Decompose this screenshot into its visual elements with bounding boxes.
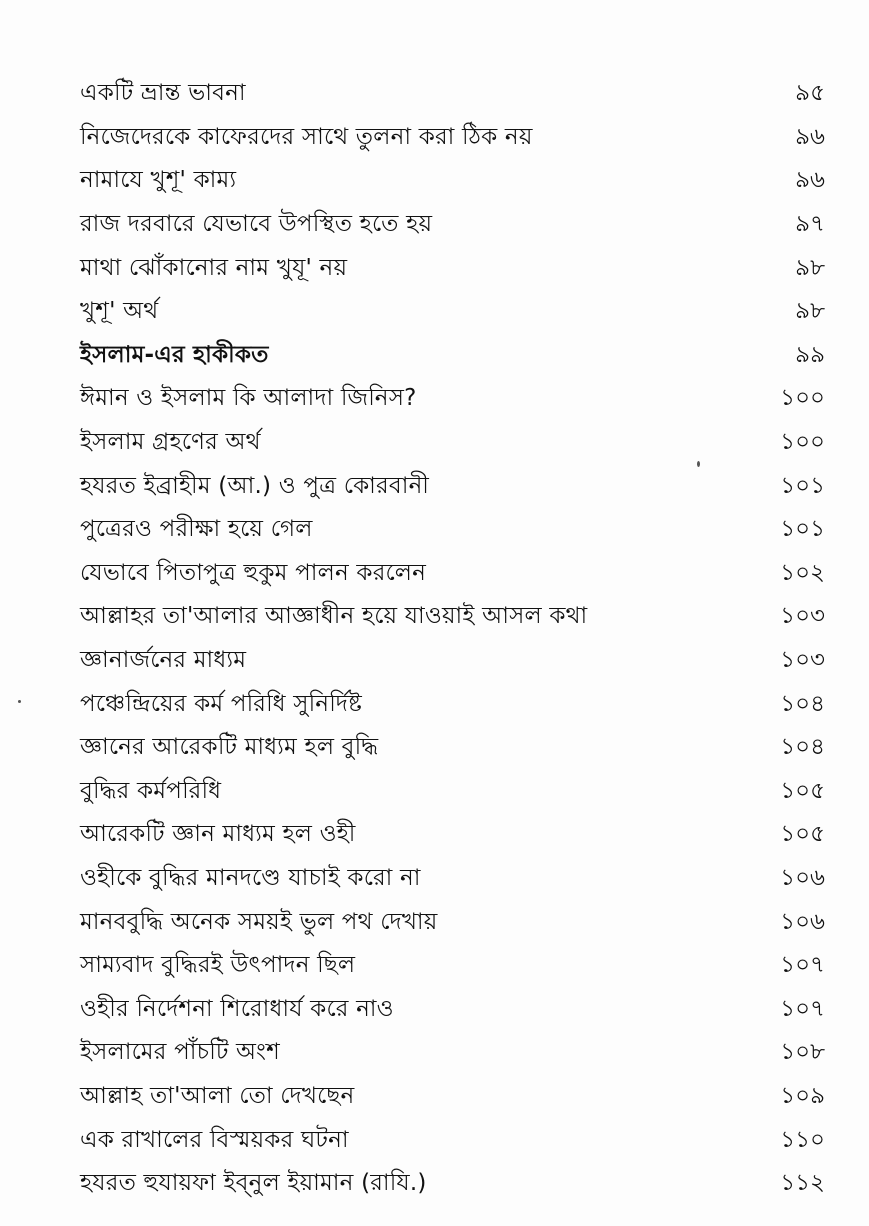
toc-entry [80,639,825,683]
toc-entry-page: ১০৮ [780,1039,825,1066]
toc-entry-page: ১০৫ [780,821,825,848]
toc-entry-page: ১০০ [780,385,825,412]
toc-section-title: ইসলাম-এর হাকীকত [80,341,269,368]
toc-entry [80,1075,825,1119]
toc-entry [80,813,825,857]
toc-entry-page: ১০৩ [780,603,825,630]
toc-entry-title: বুদ্ধির কর্মপরিধি [80,777,222,804]
toc-entry-page: ১০৯ [780,1082,825,1109]
toc-entry-page: ১০৪ [780,690,825,717]
toc-entry-title: ঈমান ও ইসলাম কি আলাদা জিনিস? [80,385,417,412]
toc-entry-title: ওহীর নির্দেশনা শিরোধার্য করে নাও [80,995,394,1022]
toc-entry-title: রাজ দরবারে যেভাবে উপস্থিত হতে হয় [80,211,433,238]
toc-entry [80,552,825,596]
toc-entry [80,726,825,770]
toc-entry-title: মাথা ঝোঁকানোর নাম খুযূ' নয় [80,254,348,281]
toc-entry-title: আল্লাহর তা'আলার আজ্ঞাধীন হয়ে যাওয়াই আসল কথা [80,603,588,630]
toc-entry-page: ৯৯ [795,341,825,368]
toc-entry-title: পঞ্চেন্দ্রিয়ের কর্ম পরিধি সুনির্দিষ্ট [80,690,363,717]
toc-entry [80,1031,825,1075]
toc-entry [80,246,825,290]
toc-entry-page: ১০৪ [780,734,825,761]
toc-entry [80,464,825,508]
toc-entry-title: একটি ভ্রান্ত ভাবনা [80,80,246,107]
toc-entry [80,203,825,247]
toc-entry [80,682,825,726]
toc-entry-title: যেভাবে পিতাপুত্র হুকুম পালন করলেন [80,559,427,586]
toc-entry-page: ১০৭ [780,952,825,979]
toc-entry [80,377,825,421]
toc-entry-page: ৯৬ [795,167,825,194]
toc-entry-title: এক রাখালের বিস্ময়কর ঘটনা [80,1126,349,1153]
toc-entry [80,72,825,116]
toc-entry-page: ১০১ [780,472,825,499]
toc-entry-page: ১১০ [780,1126,825,1153]
toc-entry-title: মানববুদ্ধি অনেক সময়ই ভুল পথ দেখায় [80,908,438,935]
toc-entry-title: জ্ঞানের আরেকটি মাধ্যম হল বুদ্ধি [80,734,379,761]
toc-entry-title: খুশূ' অর্থ [80,298,159,325]
toc-entry-page: ১০১ [780,516,825,543]
toc-entry-page: ১০৫ [780,777,825,804]
toc-entry-title: হযরত হুযায়ফা ইব্নুল ইয়ামান (রাযি.) [80,1170,427,1197]
toc-entry [80,900,825,944]
toc-entry-page: ৯৫ [795,80,825,107]
toc-entry [80,770,825,814]
toc-entry-page: ১০৭ [780,995,825,1022]
toc-entry [80,508,825,552]
toc-entry [80,1118,825,1162]
print-speck [18,700,21,703]
toc-entry-page: ১০২ [780,559,825,586]
toc-entry-page: ১১২ [780,1170,825,1197]
toc-entry [80,595,825,639]
toc-entry [80,1162,825,1206]
print-speck [697,461,700,467]
toc-entry-page: ১০৩ [780,647,825,674]
toc-entry-title: জ্ঞানার্জনের মাধ্যম [80,647,247,674]
toc-entry-title: পুত্রেরও পরীক্ষা হয়ে গেল [80,516,313,543]
toc-entry [80,987,825,1031]
toc-entry-page: ৯৬ [795,123,825,150]
toc-entry-title: সাম্যবাদ বুদ্ধিরই উৎপাদন ছিল [80,952,356,979]
toc-entry-page: ৯৮ [795,254,825,281]
toc-entry-title: ইসলামের পাঁচটি অংশ [80,1039,280,1066]
toc-entry [80,421,825,465]
toc-entry-title: ওহীকে বুদ্ধির মানদণ্ডে যাচাই করো না [80,864,421,891]
toc-entry [80,116,825,160]
toc-entry-page: ১০০ [780,429,825,456]
table-of-contents [80,72,825,1205]
toc-entry [80,857,825,901]
toc-entry-page: ১০৬ [780,864,825,891]
toc-entry [80,159,825,203]
toc-entry-title: হযরত ইব্রাহীম (আ.) ও পুত্র কোরবানী [80,472,430,499]
toc-entry-page: ১০৬ [780,908,825,935]
toc-entry-title: নিজেদেরকে কাফেরদের সাথে তুলনা করা ঠিক নয় [80,123,533,150]
toc-entry-title: নামাযে খুশূ' কাম্য [80,167,237,194]
toc-entry [80,290,825,334]
toc-entry [80,944,825,988]
toc-section-heading [80,334,825,378]
toc-entry-page: ৯৭ [795,211,825,238]
toc-entry-title: আল্লাহ তা'আলা তো দেখছেন [80,1082,355,1109]
toc-entry-title: ইসলাম গ্রহণের অর্থ [80,429,261,456]
toc-entry-page: ৯৮ [795,298,825,325]
toc-entry-title: আরেকটি জ্ঞান মাধ্যম হল ওহী [80,821,356,848]
